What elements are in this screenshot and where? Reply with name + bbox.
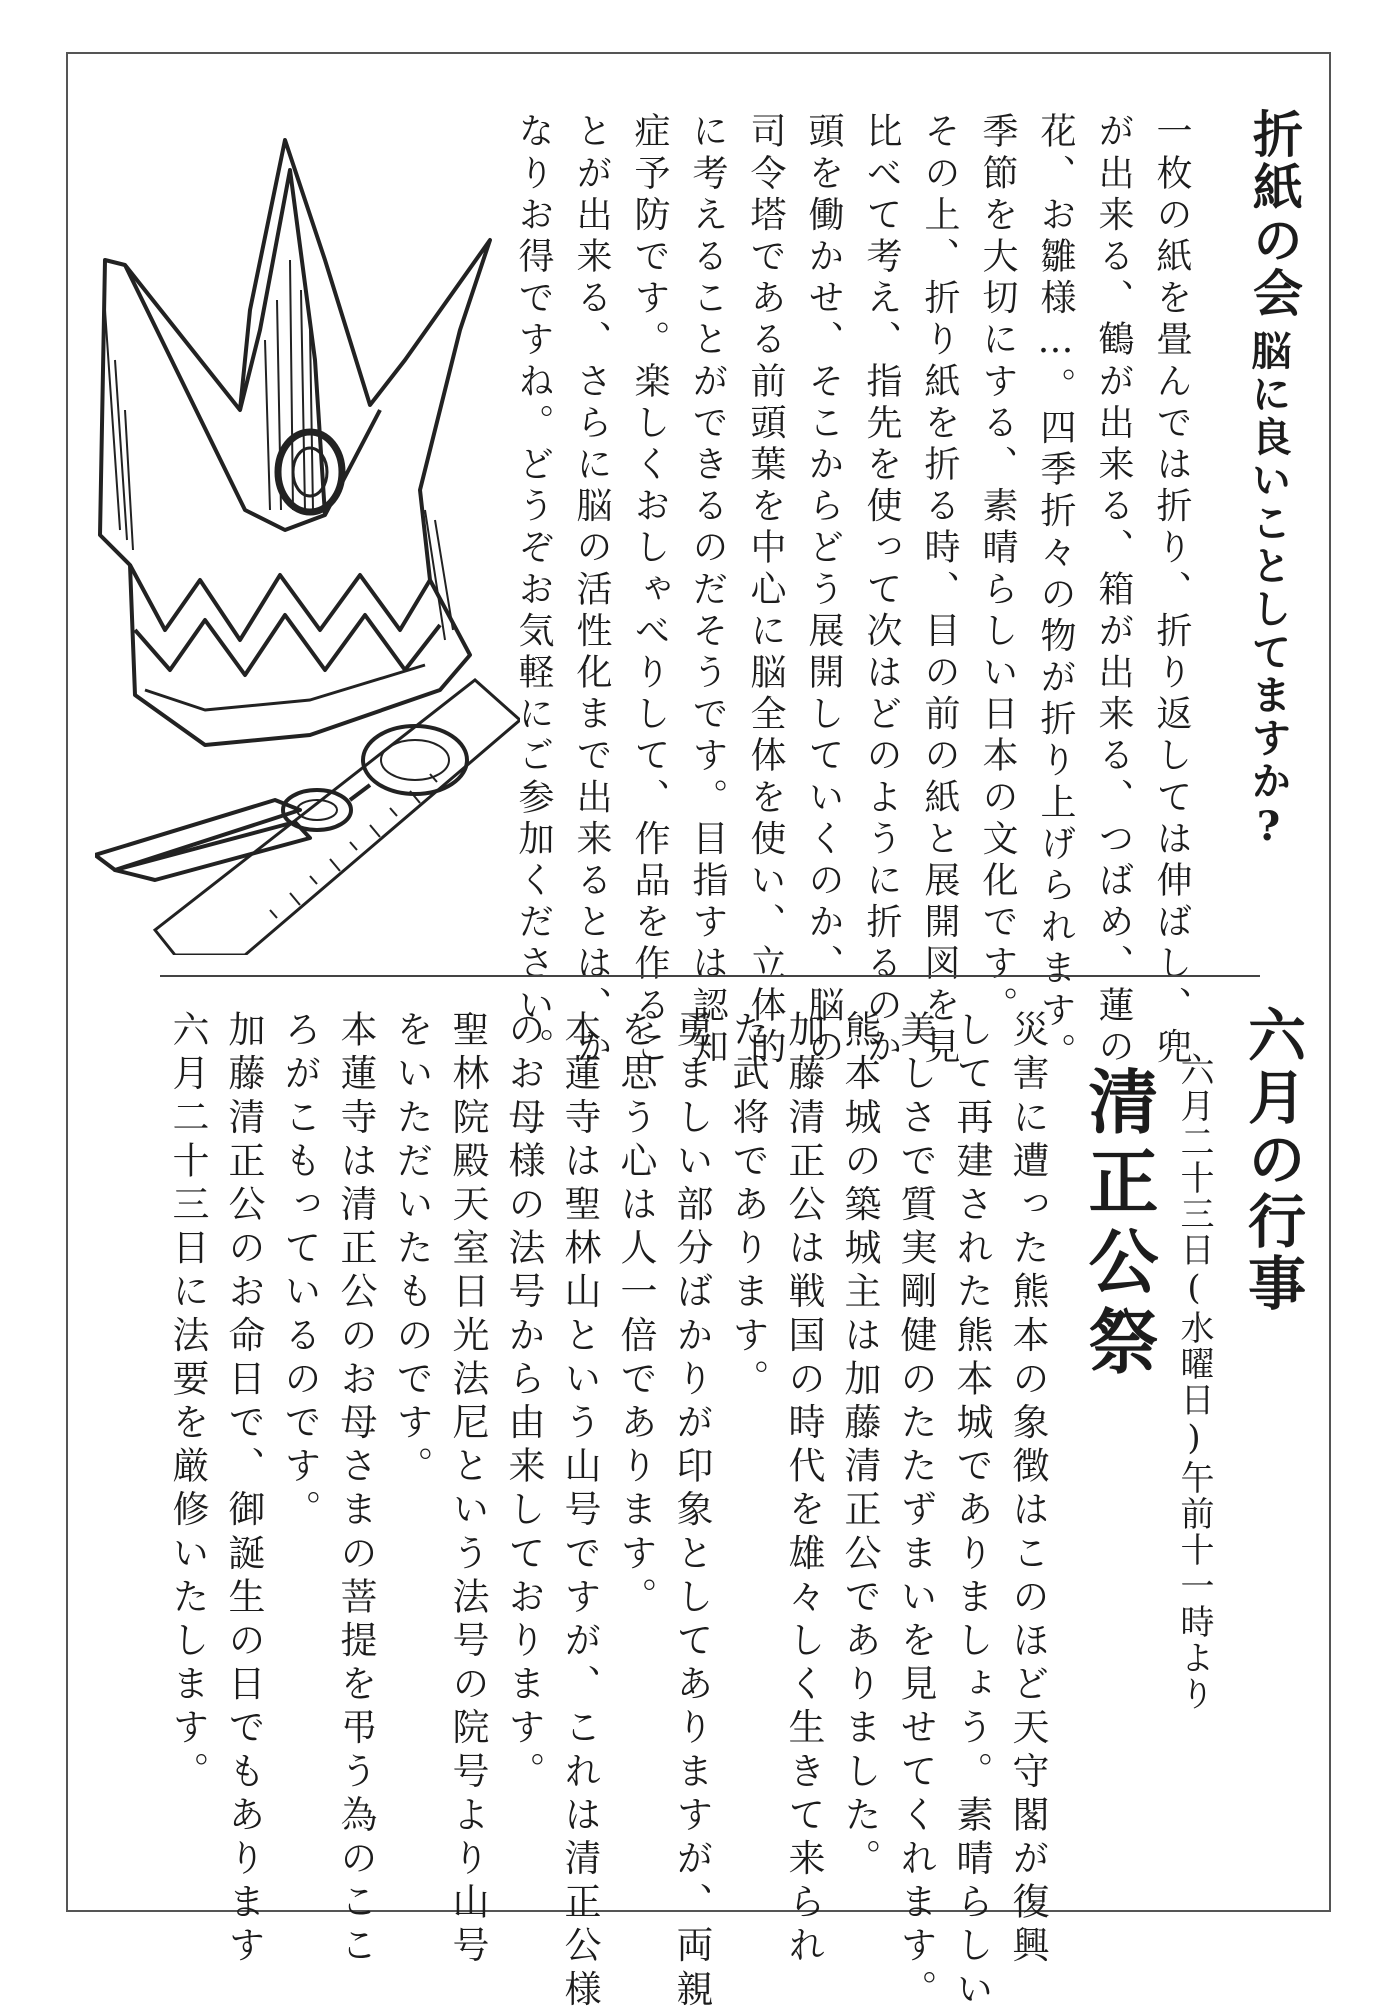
- origami-line: その上、折り紙を折る時、目の前の紙と展開図を見: [919, 112, 960, 1069]
- section-divider: [160, 975, 1260, 977]
- event-line: 美しさで質実剛健のたたずまいを見せてくれます。: [894, 1010, 937, 2013]
- origami-line: なりお得ですね。どうぞお気軽にご参加ください。: [513, 112, 554, 1069]
- origami-line: 季節を大切にする、素晴らしい日本の文化です。: [977, 112, 1018, 1028]
- origami-line: 花、お雛様…。四季折々の物が折り上げられます。: [1035, 112, 1076, 1074]
- event-line: 六月二十三日に法要を厳修いたします。: [166, 1010, 209, 1795]
- origami-line: に考えることができるのだそうです。目指すは認知: [687, 112, 728, 1069]
- origami-illustration: [95, 110, 520, 955]
- event-line: 本蓮寺は聖林山という山号ですが、これは清正公様: [558, 1010, 601, 2013]
- origami-line: が出来る、鶴が出来る、箱が出来る、つばめ、蓮の: [1093, 112, 1134, 1069]
- event-line: 災害に遭った熊本の象徴はこのほど天守閣が復興: [1006, 1010, 1049, 1970]
- origami-kabuto-drawing: [100, 140, 490, 745]
- ruler-drawing: [155, 680, 520, 955]
- event-line: 加藤清正公は戦国の時代を雄々しく生きて来られ: [782, 1010, 825, 1970]
- origami-line: 症予防です。楽しくおしゃべりして、作品を作るこ: [629, 112, 670, 1069]
- event-line: ろがこもっているのです。: [278, 1010, 321, 1534]
- origami-line: 頭を働かせ、そこからどう展開していくのか、脳の: [803, 112, 844, 1069]
- event-name: 清正公祭: [1077, 1065, 1160, 1385]
- event-line: 加藤清正公のお命日で、御誕生の日でもあります: [222, 1010, 265, 1970]
- event-date: 六月二十三日(水曜日)午前十一時より: [1174, 1052, 1214, 1712]
- origami-line: 司令塔である前頭葉を中心に脳全体を使い、立体的: [745, 112, 786, 1069]
- origami-line: 一枚の紙を畳んでは折り、折り返しては伸ばし、兜: [1151, 112, 1192, 1069]
- event-line: のお母様の法号から由来しております。: [502, 1010, 545, 1795]
- origami-line: とが出来る、さらに脳の活性化まで出来るとは、か: [571, 112, 612, 1069]
- origami-subtitle: 脳に良いことしてますか?: [1245, 330, 1292, 853]
- scissors-drawing: [95, 726, 467, 880]
- event-line: 本蓮寺は清正公のお母さまの菩提を弔う為のここ: [334, 1010, 377, 1970]
- event-line: をいただいたものです。: [390, 1010, 433, 1490]
- event-line: た武将であります。: [726, 1010, 769, 1403]
- event-line: 勇ましい部分ばかりが印象としてありますが、両親: [670, 1010, 713, 2013]
- event-heading: 六月の行事: [1238, 1005, 1306, 1315]
- event-line: を思う心は人一倍であります。: [614, 1010, 657, 1621]
- event-line: して再建された熊本城でありましょう。素晴らしい: [950, 1010, 993, 2013]
- origami-title: 折紙の会: [1245, 108, 1304, 320]
- event-line: 熊本城の築城主は加藤清正公でありました。: [838, 1010, 881, 1882]
- origami-line: 比べて考え、指先を使って次はどのように折るのか: [861, 112, 902, 1069]
- event-line: 聖林院殿天室日光法尼という法号の院号より山号: [446, 1010, 489, 1970]
